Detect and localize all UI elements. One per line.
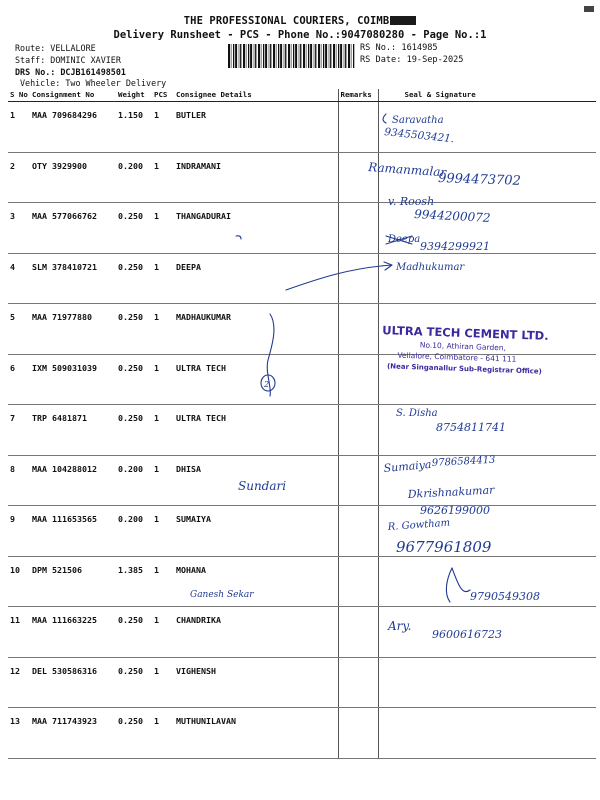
weight-cell: 1.150 [116,102,152,153]
consignee-cell: THANGADURAI [174,203,338,254]
remarks-cell [338,506,378,557]
svg-text:9600616723: 9600616723 [432,628,502,641]
consignment-cell: MAA 709684296 [30,102,116,153]
sno-cell: 9 [8,506,30,557]
table-row [8,708,596,759]
weight-cell: 0.250 [116,304,152,355]
weight-cell: 0.200 [116,506,152,557]
svg-text:No.10, Athiran Garden,: No.10, Athiran Garden, [419,340,507,353]
sno-cell: 12 [8,657,30,708]
pcs-cell: 1 [152,304,174,355]
consignee-cell: SUMAIYA [174,506,338,557]
svg-text:9394299921: 9394299921 [420,240,490,253]
consignee-cell: DHISA [174,455,338,506]
remarks-cell [338,607,378,658]
svg-text:9626199000: 9626199000 [420,504,490,517]
pcs-cell: 1 [152,708,174,759]
table-row [8,102,596,153]
svg-text:9790549308: 9790549308 [470,590,540,603]
consignee-cell: CHANDRIKA [174,607,338,658]
document-title: THE PROFESSIONAL COURIERS, COIMB [0,15,600,27]
pcs-cell: 1 [152,203,174,254]
svg-text:Sumaiya: Sumaiya [383,457,432,475]
weight-cell: 0.250 [116,405,152,456]
sno-cell: 6 [8,354,30,405]
sno-cell: 13 [8,708,30,759]
consignee-cell: ULTRA TECH [174,405,338,456]
svg-text:Ramanmalar: Ramanmalar [367,160,447,180]
consignment-cell: IXM 509031039 [30,354,116,405]
svg-text:9944200072: 9944200072 [413,207,491,225]
seal-signature-cell [378,506,596,557]
pcs-cell: 1 [152,455,174,506]
remarks-cell [338,405,378,456]
svg-text:9345503421.: 9345503421. [383,126,455,146]
col-header-weight: Weight [116,89,152,102]
svg-text:Saravatha: Saravatha [392,115,444,126]
table-header-row [8,89,596,102]
table-row [8,607,596,658]
pcs-cell: 1 [152,607,174,658]
svg-text:R. Gowtham: R. Gowtham [387,517,451,533]
seal-signature-cell [378,556,596,607]
weight-cell: 0.250 [116,607,152,658]
table-row [8,657,596,708]
drs-number: DRS No.: DCJB161498501 [15,67,126,77]
remarks-cell [338,556,378,607]
remarks-cell [338,152,378,203]
table-row [8,203,596,254]
consignment-cell: MAA 111663225 [30,607,116,658]
table-row [8,556,596,607]
table-row [8,455,596,506]
remarks-cell [338,657,378,708]
consignee-cell: MUTHUNILAVAN [174,708,338,759]
col-header-consignment: Consignment No [30,89,116,102]
svg-text:(Near Singanallur Sub-Registra: (Near Singanallur Sub-Registrar Office) [386,362,542,376]
document-subtitle: Delivery Runsheet - PCS - Phone No.:9047080280 - Page No.:1 [113,29,487,41]
consignee-cell: MADHAUKUMAR [174,304,338,355]
seal-signature-cell [378,354,596,405]
route-label: Route: VELLALORE [15,43,96,53]
weight-cell: 0.250 [116,657,152,708]
col-header-seal-signature: Seal & Signature [378,89,596,102]
consignee-cell: ULTRA TECH [174,354,338,405]
consignment-cell: MAA 111653565 [30,506,116,557]
sno-cell: 3 [8,203,30,254]
consignment-cell: OTY 3929900 [30,152,116,203]
seal-signature-cell [378,455,596,506]
table-row [8,304,596,355]
pcs-cell: 1 [152,405,174,456]
seal-signature-cell [378,708,596,759]
remarks-cell [338,304,378,355]
remarks-cell [338,253,378,304]
svg-text:9786584413: 9786584413 [431,454,496,469]
col-header-remarks: Remarks [338,89,378,102]
weight-cell: 0.200 [116,152,152,203]
svg-text:S. Disha: S. Disha [396,408,438,419]
sno-cell: 2 [8,152,30,203]
consignee-cell: DEEPA [174,253,338,304]
col-header-pcs: PCS [152,89,174,102]
pcs-cell: 1 [152,102,174,153]
pcs-cell: 1 [152,354,174,405]
table-row [8,253,596,304]
svg-text:Ary.: Ary. [388,619,412,633]
svg-text:8754811741: 8754811741 [436,421,506,434]
seal-signature-cell [378,405,596,456]
sno-cell: 7 [8,405,30,456]
svg-text:Sundari: Sundari [238,479,287,493]
weight-cell: 0.250 [116,203,152,254]
weight-cell: 1.385 [116,556,152,607]
seal-signature-cell [378,657,596,708]
remarks-cell [338,102,378,153]
seal-signature-cell [378,607,596,658]
seal-signature-cell [378,203,596,254]
col-header-consignee: Consignee Details [174,89,338,102]
weight-cell: 0.200 [116,455,152,506]
svg-text:Deepa: Deepa [388,234,421,245]
consignee-cell: MOHANA [174,556,338,607]
sno-cell: 8 [8,455,30,506]
pcs-cell: 1 [152,657,174,708]
weight-cell: 0.250 [116,253,152,304]
sno-cell: 5 [8,304,30,355]
consignee-cell: BUTLER [174,102,338,153]
pcs-cell: 1 [152,253,174,304]
svg-text:9994473702: 9994473702 [437,171,522,189]
svg-text:ULTRA TECH CEMENT LTD.: ULTRA TECH CEMENT LTD. [382,323,549,343]
sno-cell: 1 [8,102,30,153]
seal-signature-cell [378,152,596,203]
seal-signature-cell [378,253,596,304]
pcs-cell: 1 [152,506,174,557]
weight-cell: 0.250 [116,354,152,405]
consignment-cell: DEL 530586316 [30,657,116,708]
table-row [8,354,596,405]
remarks-cell [338,455,378,506]
weight-cell: 0.250 [116,708,152,759]
pcs-cell: 1 [152,556,174,607]
seal-signature-cell [378,304,596,355]
svg-text:2: 2 [264,380,270,389]
scan-corner-mark [584,6,594,12]
table-row [8,405,596,456]
vehicle-label: Vehicle: Two Wheeler Delivery [20,78,167,88]
consignment-cell: TRP 6481871 [30,405,116,456]
consignment-cell: SLM 378410721 [30,253,116,304]
svg-text:Ganesh Sekar: Ganesh Sekar [190,590,254,600]
sno-cell: 11 [8,607,30,658]
svg-text:Vellalore, Coimbatore - 641 11: Vellalore, Coimbatore - 641 111 [397,350,517,364]
svg-text:9677961809: 9677961809 [396,538,492,556]
seal-signature-cell [378,102,596,153]
runsheet-table [8,89,596,759]
consignee-cell: VIGHENSH [174,657,338,708]
staff-label: Staff: DOMINIC XAVIER [15,55,121,65]
consignment-cell: MAA 577066762 [30,203,116,254]
table-row [8,506,596,557]
redaction-mark [390,16,416,25]
rs-number: RS No.: 1614985 [360,43,438,53]
consignment-cell: MAA 711743923 [30,708,116,759]
remarks-cell [338,708,378,759]
consignment-cell: MAA 71977880 [30,304,116,355]
svg-text:v. Roosh: v. Roosh [388,195,435,208]
svg-text:Madhukumar: Madhukumar [396,262,465,273]
remarks-cell [338,354,378,405]
rs-date: RS Date: 19-Sep-2025 [360,55,464,65]
barcode [228,44,356,68]
consignment-cell: MAA 104288012 [30,455,116,506]
svg-text:Dkrishnakumar: Dkrishnakumar [407,483,495,501]
col-header-sno: S No [8,89,30,102]
table-row [8,152,596,203]
consignment-cell: DPM 521506 [30,556,116,607]
remarks-cell [338,203,378,254]
pcs-cell: 1 [152,152,174,203]
consignee-cell: INDRAMANI [174,152,338,203]
sno-cell: 10 [8,556,30,607]
sno-cell: 4 [8,253,30,304]
